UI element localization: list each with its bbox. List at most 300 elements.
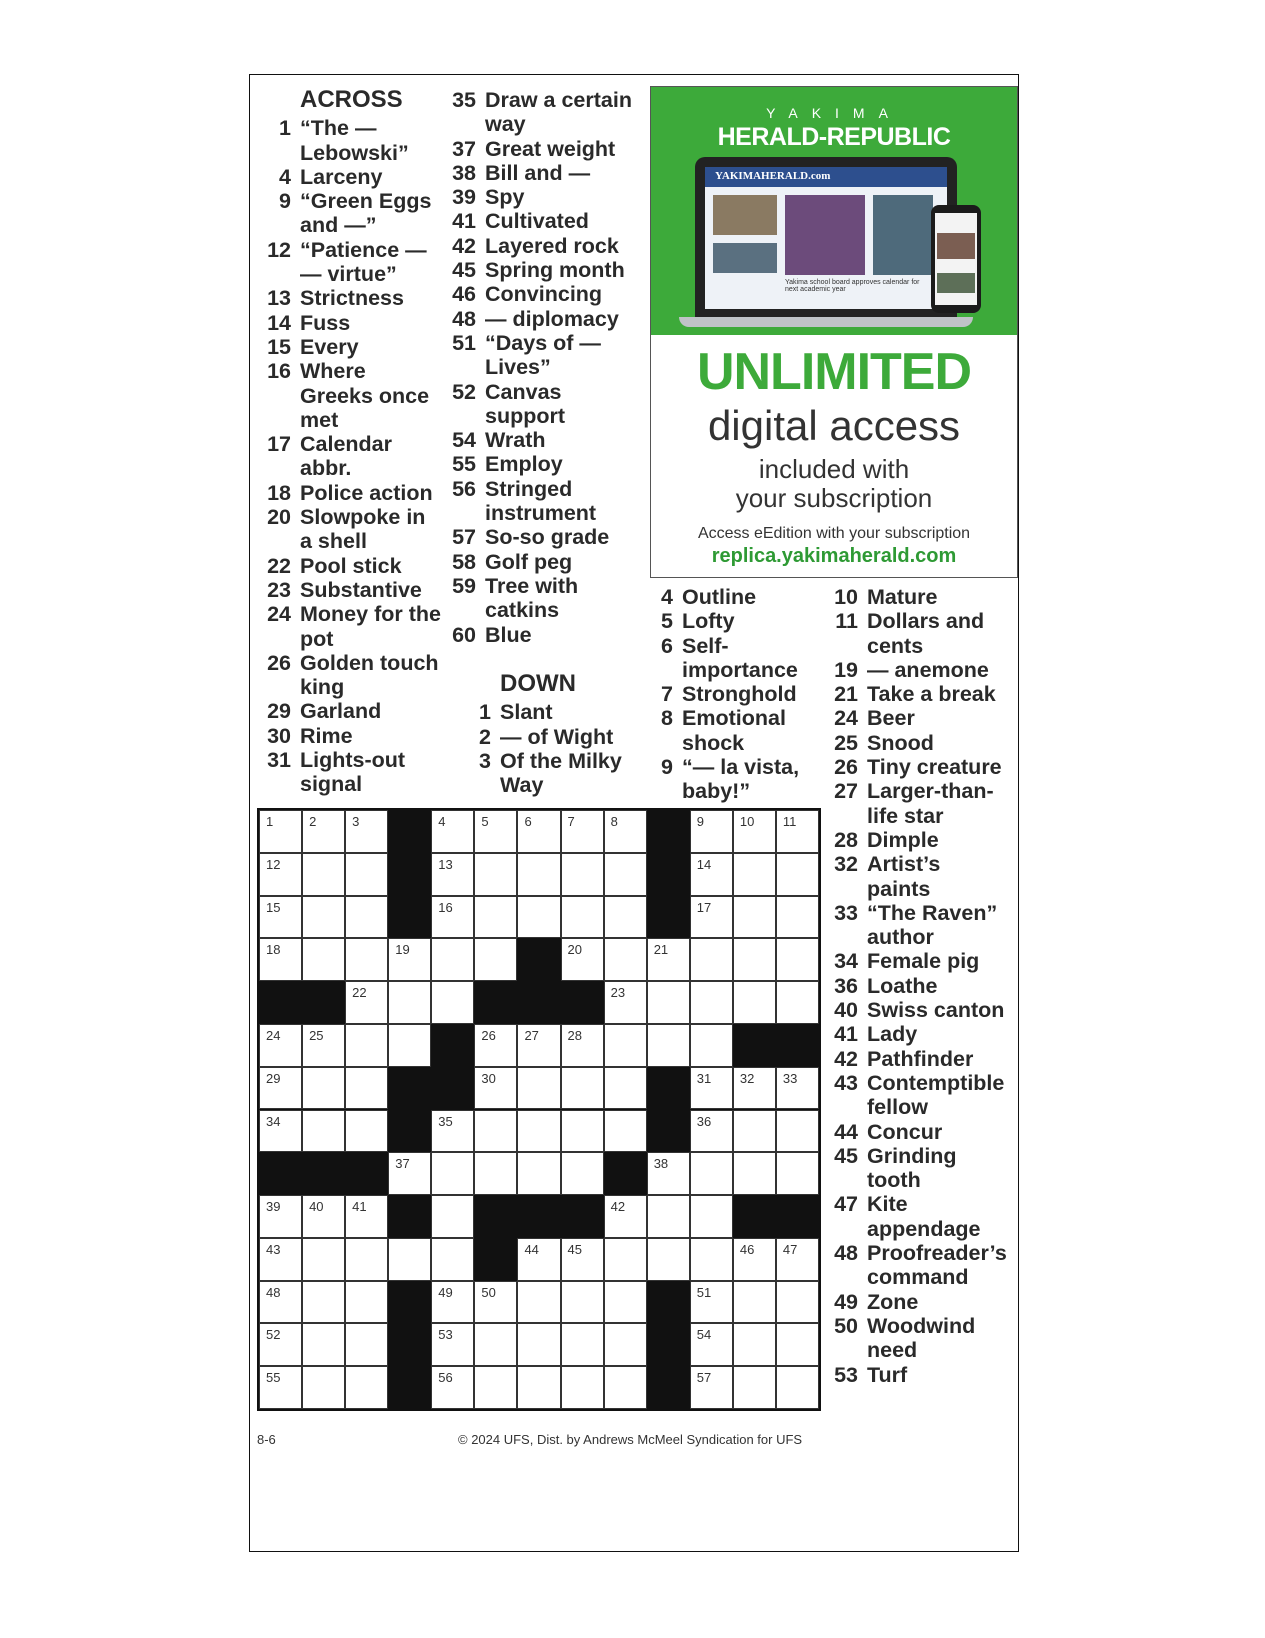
copyright-text: © 2024 UFS, Dist. by Andrews McMeel Syndication for UFS — [458, 1432, 803, 1447]
grid-block — [388, 1067, 431, 1110]
cell-number: 53 — [438, 1327, 453, 1343]
cell-number: 13 — [438, 856, 453, 872]
clue-text: Outline — [682, 585, 757, 609]
clue-text: Lady — [867, 1022, 918, 1047]
cell-number: 43 — [266, 1241, 281, 1257]
grid-block — [388, 1281, 431, 1324]
clue-item — [825, 1363, 1005, 1387]
grid-cell[interactable] — [302, 1281, 345, 1324]
clue-text: Contemptible fellow — [867, 1070, 1005, 1120]
clue-item — [258, 505, 443, 554]
clue-item — [458, 749, 648, 798]
grid-cell[interactable] — [561, 1366, 604, 1409]
clue-item — [825, 1120, 1005, 1144]
grid-cell[interactable] — [474, 896, 517, 939]
clue-text: — of Wight — [500, 724, 614, 749]
clue-item — [825, 755, 1005, 779]
clue-text: Police action — [300, 480, 433, 505]
clue-item — [640, 634, 810, 683]
grid-cell[interactable] — [690, 1238, 733, 1281]
grid-cell[interactable] — [561, 938, 604, 981]
clue-number: 45 — [452, 258, 476, 283]
grid-cell[interactable] — [647, 1024, 690, 1067]
grid-cell[interactable] — [431, 1323, 474, 1366]
grid-cell[interactable] — [733, 1366, 776, 1409]
clue-text: Golden touch king — [300, 650, 439, 700]
clue-item — [443, 185, 643, 209]
cell-number: 56 — [438, 1370, 453, 1386]
clue-number: 42 — [834, 1046, 858, 1071]
grid-cell[interactable] — [690, 1195, 733, 1238]
grid-cell[interactable] — [431, 1366, 474, 1409]
grid-block — [431, 1024, 474, 1067]
grid-cell[interactable] — [431, 1238, 474, 1281]
clue-item — [258, 699, 443, 723]
grid-cell[interactable] — [474, 810, 517, 853]
cell-number: 40 — [309, 1199, 324, 1215]
cell-number: 45 — [567, 1241, 582, 1257]
clue-text: Stronghold — [682, 682, 797, 707]
grid-cell[interactable] — [345, 938, 388, 981]
grid-block — [647, 1366, 690, 1409]
clue-item — [443, 452, 643, 476]
grid-cell[interactable] — [604, 853, 647, 896]
clue-text: Draw a certain way — [485, 88, 632, 137]
grid-cell[interactable] — [474, 1323, 517, 1366]
grid-cell[interactable] — [388, 1152, 431, 1195]
grid-block — [388, 896, 431, 939]
grid-cell[interactable] — [733, 981, 776, 1024]
grid-cell[interactable] — [474, 1366, 517, 1409]
grid-block — [345, 1152, 388, 1195]
grid-cell[interactable] — [259, 1024, 302, 1067]
grid-cell[interactable] — [431, 1281, 474, 1324]
clue-item — [258, 748, 443, 797]
cell-number: 46 — [739, 1241, 755, 1257]
cell-number: 36 — [696, 1113, 712, 1129]
grid-cell[interactable] — [259, 1067, 302, 1110]
grid-cell[interactable] — [388, 981, 431, 1024]
grid-cell[interactable] — [561, 896, 604, 939]
grid-cell[interactable] — [733, 938, 776, 981]
clue-number: 14 — [267, 310, 291, 335]
clue-number: 36 — [834, 973, 858, 998]
grid-cell[interactable] — [302, 1024, 345, 1067]
grid-cell[interactable] — [776, 1323, 819, 1366]
grid-cell[interactable] — [561, 1323, 604, 1366]
grid-cell[interactable] — [474, 853, 517, 896]
grid-cell[interactable] — [690, 1110, 733, 1153]
grid-cell[interactable] — [690, 1067, 733, 1110]
clue-number: 59 — [452, 573, 476, 598]
grid-cell[interactable] — [345, 1195, 388, 1238]
grid-cell[interactable] — [259, 1238, 302, 1281]
clue-text: Artist’s paints — [867, 852, 941, 901]
grid-cell[interactable] — [517, 853, 560, 896]
grid-block — [733, 1024, 776, 1067]
clue-text: Where Greeks once met — [300, 359, 430, 432]
grid-cell[interactable] — [690, 896, 733, 939]
grid-cell[interactable] — [345, 810, 388, 853]
grid-cell[interactable] — [517, 810, 560, 853]
grid-cell[interactable] — [733, 1323, 776, 1366]
grid-cell[interactable] — [431, 896, 474, 939]
grid-cell[interactable] — [431, 1110, 474, 1153]
clue-item — [258, 335, 443, 359]
cell-number: 33 — [782, 1070, 798, 1086]
clue-number: 16 — [267, 359, 291, 384]
grid-cell[interactable] — [517, 1110, 560, 1153]
grid-cell[interactable] — [259, 938, 302, 981]
grid-cell[interactable] — [733, 1238, 776, 1281]
grid-cell[interactable] — [345, 1281, 388, 1324]
clue-text: — diplomacy — [485, 306, 619, 331]
grid-cell[interactable] — [345, 896, 388, 939]
grid-cell[interactable] — [561, 853, 604, 896]
clue-number: 3 — [479, 748, 491, 773]
cell-number: 32 — [739, 1070, 755, 1086]
clue-item — [443, 550, 643, 574]
clue-text: Turf — [867, 1362, 908, 1387]
grid-cell[interactable] — [345, 853, 388, 896]
grid-cell[interactable] — [302, 853, 345, 896]
cell-number: 51 — [696, 1284, 712, 1300]
clue-item — [258, 116, 443, 165]
clue-item — [640, 585, 810, 609]
grid-cell[interactable] — [733, 1281, 776, 1324]
grid-cell[interactable] — [776, 810, 819, 853]
grid-block — [474, 1238, 517, 1281]
grid-cell[interactable] — [517, 1067, 560, 1110]
clue-number: 26 — [267, 650, 291, 675]
cell-number: 29 — [266, 1070, 281, 1086]
grid-cell[interactable] — [776, 1152, 819, 1195]
clue-number: 9 — [661, 755, 673, 780]
ad-url-link[interactable]: replica.yakimaherald.com — [711, 545, 957, 567]
clue-item — [258, 286, 443, 310]
clue-text: Every — [300, 334, 359, 359]
grid-cell[interactable] — [776, 1366, 819, 1409]
grid-cell[interactable] — [776, 1110, 819, 1153]
clue-item — [825, 998, 1005, 1022]
cell-number: 9 — [696, 814, 704, 829]
clue-text: Lofty — [682, 609, 735, 634]
clue-number: 11 — [835, 609, 858, 634]
grid-block — [647, 810, 690, 853]
cell-number: 25 — [309, 1027, 324, 1043]
grid-cell[interactable] — [474, 1281, 517, 1324]
grid-block — [474, 981, 517, 1024]
grid-block — [517, 981, 560, 1024]
clue-item — [443, 88, 643, 137]
grid-block — [474, 1195, 517, 1238]
clue-number: 28 — [834, 827, 858, 852]
grid-cell[interactable] — [690, 853, 733, 896]
clue-text: Spy — [485, 185, 525, 210]
clue-number: 57 — [452, 525, 476, 550]
grid-cell[interactable] — [690, 981, 733, 1024]
subscription-ad[interactable] — [650, 86, 1018, 578]
grid-cell[interactable] — [604, 1024, 647, 1067]
grid-block — [647, 1067, 690, 1110]
grid-cell[interactable] — [604, 810, 647, 853]
grid-cell[interactable] — [517, 1323, 560, 1366]
grid-cell[interactable] — [776, 938, 819, 981]
grid-cell[interactable] — [302, 1067, 345, 1110]
clue-item — [640, 755, 810, 804]
grid-cell[interactable] — [604, 1366, 647, 1409]
clue-item — [258, 602, 443, 651]
clue-item — [258, 189, 443, 238]
grid-cell[interactable] — [345, 1067, 388, 1110]
grid-cell[interactable] — [302, 810, 345, 853]
clue-item — [258, 481, 443, 505]
grid-cell[interactable] — [345, 1238, 388, 1281]
clue-text: Convincing — [485, 282, 603, 307]
clue-number: 12 — [267, 237, 291, 262]
grid-cell[interactable] — [604, 1281, 647, 1324]
grid-cell[interactable] — [604, 981, 647, 1024]
cell-number: 23 — [610, 985, 626, 1001]
cell-number: 39 — [266, 1199, 281, 1215]
grid-cell[interactable] — [431, 1195, 474, 1238]
grid-block — [259, 1152, 302, 1195]
clue-item — [825, 1192, 1005, 1241]
cell-number: 50 — [481, 1284, 496, 1300]
grid-cell[interactable] — [690, 1281, 733, 1324]
clue-number: 41 — [834, 1022, 858, 1047]
grid-cell[interactable] — [776, 896, 819, 939]
grid-cell[interactable] — [388, 938, 431, 981]
clue-item — [443, 623, 643, 647]
clue-item — [825, 1071, 1005, 1120]
puzzle-date: 8-6 — [257, 1432, 276, 1447]
clue-number: 60 — [452, 622, 476, 647]
grid-cell[interactable] — [517, 1024, 560, 1067]
grid-block — [604, 1152, 647, 1195]
grid-cell[interactable] — [259, 896, 302, 939]
grid-cell[interactable] — [431, 853, 474, 896]
clue-item — [443, 307, 643, 331]
grid-cell[interactable] — [259, 1281, 302, 1324]
grid-cell[interactable] — [604, 896, 647, 939]
cell-number: 54 — [696, 1327, 712, 1343]
clue-text: Stringed instrument — [485, 476, 597, 526]
grid-cell[interactable] — [776, 1281, 819, 1324]
clue-item — [825, 1314, 1005, 1363]
cell-number: 37 — [395, 1156, 410, 1172]
grid-block — [776, 1195, 819, 1238]
grid-cell[interactable] — [345, 1323, 388, 1366]
clue-number: 55 — [452, 452, 476, 477]
clue-text: Dimple — [867, 827, 939, 852]
grid-cell[interactable] — [690, 938, 733, 981]
grid-cell[interactable] — [259, 1323, 302, 1366]
grid-cell[interactable] — [517, 896, 560, 939]
grid-cell[interactable] — [604, 1195, 647, 1238]
clue-item — [640, 609, 810, 633]
clue-text: Beer — [867, 706, 915, 731]
clue-number: 45 — [834, 1143, 858, 1168]
grid-cell[interactable] — [345, 1110, 388, 1153]
grid-cell[interactable] — [517, 1281, 560, 1324]
grid-block — [647, 1323, 690, 1366]
grid-cell[interactable] — [604, 1110, 647, 1153]
down-heading: DOWN — [500, 670, 576, 697]
grid-cell[interactable] — [474, 1110, 517, 1153]
grid-cell[interactable] — [302, 896, 345, 939]
clue-number: 17 — [267, 432, 291, 457]
grid-cell[interactable] — [561, 1024, 604, 1067]
grid-cell[interactable] — [302, 1195, 345, 1238]
grid-cell[interactable] — [431, 938, 474, 981]
clue-number: 27 — [834, 779, 858, 804]
cell-number: 17 — [696, 899, 712, 915]
cell-number: 22 — [352, 985, 367, 1001]
grid-cell[interactable] — [431, 981, 474, 1024]
cell-number: 57 — [696, 1370, 712, 1386]
clue-number: 26 — [834, 755, 858, 780]
clue-number: 42 — [452, 233, 476, 258]
grid-block — [388, 1366, 431, 1409]
clue-text: — anemone — [867, 657, 989, 682]
grid-cell[interactable] — [776, 853, 819, 896]
cell-number: 12 — [266, 856, 281, 872]
grid-cell[interactable] — [604, 1067, 647, 1110]
grid-cell[interactable] — [561, 1110, 604, 1153]
grid-cell[interactable] — [561, 1281, 604, 1324]
grid-cell[interactable] — [604, 938, 647, 981]
grid-cell[interactable] — [474, 1067, 517, 1110]
grid-cell[interactable] — [561, 1152, 604, 1195]
grid-cell[interactable] — [431, 1152, 474, 1195]
clue-number: 46 — [452, 282, 476, 307]
grid-cell[interactable] — [604, 1238, 647, 1281]
grid-cell[interactable] — [733, 896, 776, 939]
grid-cell[interactable] — [259, 1195, 302, 1238]
across-clues-col1 — [258, 88, 443, 797]
clue-item — [825, 1047, 1005, 1071]
clue-number: 37 — [452, 136, 476, 161]
clue-text: Grinding tooth — [867, 1143, 957, 1193]
down-clues-col3 — [825, 585, 1005, 1387]
grid-cell[interactable] — [517, 1366, 560, 1409]
grid-cell[interactable] — [690, 1366, 733, 1409]
clue-text: Mature — [867, 585, 938, 609]
grid-cell[interactable] — [302, 1110, 345, 1153]
grid-cell[interactable] — [690, 1323, 733, 1366]
clue-text: Female pig — [867, 949, 980, 974]
across-clues-col2 — [443, 88, 643, 647]
cell-number: 35 — [438, 1113, 453, 1129]
grid-cell[interactable] — [776, 981, 819, 1024]
grid-cell[interactable] — [647, 938, 690, 981]
grid-cell[interactable] — [431, 810, 474, 853]
grid-cell[interactable] — [604, 1323, 647, 1366]
cell-number: 4 — [438, 814, 446, 829]
grid-cell[interactable] — [647, 981, 690, 1024]
clue-number: 33 — [834, 900, 858, 925]
grid-cell[interactable] — [647, 1195, 690, 1238]
clue-number: 19 — [834, 657, 858, 682]
clue-item — [825, 1290, 1005, 1314]
grid-cell[interactable] — [517, 1238, 560, 1281]
clue-item — [258, 165, 443, 189]
grid-cell[interactable] — [776, 1238, 819, 1281]
clue-item — [258, 578, 443, 602]
grid-cell[interactable] — [345, 1366, 388, 1409]
clue-text: Great weight — [485, 136, 616, 161]
grid-cell[interactable] — [302, 1366, 345, 1409]
grid-cell[interactable] — [733, 1110, 776, 1153]
clue-text: Pathfinder — [867, 1046, 974, 1071]
clue-text: “The — Lebowski” — [300, 116, 409, 165]
grid-cell[interactable] — [474, 1152, 517, 1195]
grid-cell[interactable] — [561, 810, 604, 853]
cell-number: 47 — [782, 1241, 798, 1257]
grid-cell[interactable] — [259, 1110, 302, 1153]
grid-cell[interactable] — [474, 938, 517, 981]
grid-cell[interactable] — [517, 1152, 560, 1195]
grid-cell[interactable] — [733, 853, 776, 896]
grid-cell[interactable] — [690, 810, 733, 853]
laptop-site-title: YAKIMAHERALD.com — [715, 170, 831, 182]
grid-cell[interactable] — [302, 1238, 345, 1281]
clue-item — [443, 428, 643, 452]
ad-brand-logo: HERALD-REPUBLIC — [717, 123, 951, 151]
cell-number: 5 — [481, 814, 489, 829]
clue-number: 48 — [452, 306, 476, 331]
cell-number: 18 — [266, 942, 281, 958]
grid-cell[interactable] — [647, 1238, 690, 1281]
grid-cell[interactable] — [345, 1024, 388, 1067]
clue-item — [825, 828, 1005, 852]
clue-item — [825, 658, 1005, 682]
grid-cell[interactable] — [259, 853, 302, 896]
grid-cell[interactable] — [474, 1024, 517, 1067]
cell-number: 27 — [524, 1027, 539, 1043]
grid-cell[interactable] — [388, 1024, 431, 1067]
clue-text: Snood — [867, 730, 934, 755]
grid-cell[interactable] — [345, 981, 388, 1024]
grid-cell[interactable] — [561, 1238, 604, 1281]
clue-text: Take a break — [867, 682, 996, 707]
clue-number: 25 — [834, 730, 858, 755]
grid-cell[interactable] — [776, 1067, 819, 1110]
clue-item — [443, 282, 643, 306]
clue-text: “The Raven” author — [867, 900, 998, 950]
clue-item — [825, 609, 1005, 658]
clue-number: 41 — [452, 209, 476, 234]
grid-cell[interactable] — [259, 1366, 302, 1409]
grid-cell[interactable] — [388, 1238, 431, 1281]
grid-cell[interactable] — [259, 810, 302, 853]
grid-cell[interactable] — [561, 1067, 604, 1110]
clue-text: Calendar abbr. — [300, 432, 393, 481]
grid-cell[interactable] — [690, 1152, 733, 1195]
grid-cell[interactable] — [733, 1067, 776, 1110]
grid-cell[interactable] — [302, 1323, 345, 1366]
clue-number: 7 — [661, 682, 673, 707]
grid-block — [647, 1281, 690, 1324]
grid-cell[interactable] — [302, 938, 345, 981]
grid-cell[interactable] — [733, 810, 776, 853]
clue-number: 9 — [279, 189, 291, 214]
clue-number: 49 — [834, 1289, 858, 1314]
grid-cell[interactable] — [647, 1152, 690, 1195]
grid-cell[interactable] — [690, 1024, 733, 1067]
grid-cell[interactable] — [733, 1152, 776, 1195]
